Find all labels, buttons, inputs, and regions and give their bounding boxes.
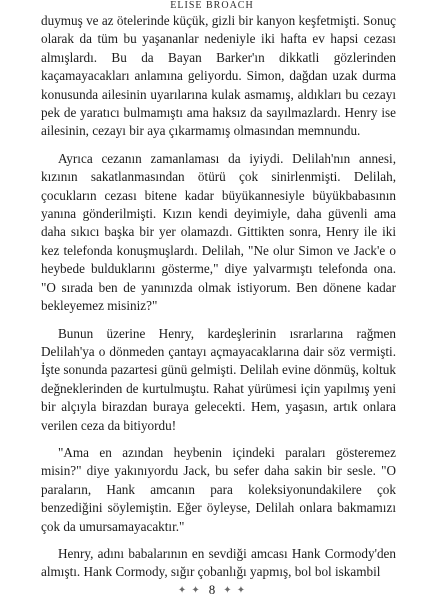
body-text [41,12,396,582]
paragraph-3: Bunun üzerine Henry, kardeşlerinin ısrarlarına rağmen Delilah'ya o dönmeden çantayı açmayacaklarına dair söz vermişti. İşte sonunda pazartesi günü gelmişti. Delilah evine dönmüş, koltuk değneklerinden de kurtulmuştu. Rahat yürümesi için yapılmış yeni bir alçıyla birazdan buraya gelecekti. Hem, yaşasın, artık onlara verilen ceza da bitiyordu! [41,325,396,433]
running-head: ELISE BROACH [170,0,254,11]
paragraph-2: Ayrıca cezanın zamanlaması da iyiydi. Delilah'nın annesi, kızının sakatlanmasından ötürü çok sinirlenmişti. Delilah, çocukların cezası bitene kadar büyükannesiyle büyükbabasının yanına gönderilmişti. Kızın kendi deyimiyle, daha güvenli ama daha sıkıcı başka bir yer olamazdı. Gittikten sonra, Henry ile iki kez telefonda konuşmuşlardı. Delilah, "Ne olur Simon ve Jack'e o heybede bulduklarını gösterme," diye yalvarmıştı telefonda ona. "O sırada ben de yanınızda olmak istiyorum. Ben dönene kadar bekleyemez misiniz?" [41,150,396,314]
ornament-right-icon: ✦ ✦ [223,584,247,596]
ornament-left-icon: ✦ ✦ [177,584,201,596]
page-number: 8 [208,582,216,597]
paragraph-5: Henry, adını babalarının en sevdiği amcası Hank Cormody'den almıştı. Hank Cormody, sığır çobanlığı yapmış, bol bol iskambil [41,545,396,580]
paragraph-4: "Ama en azından heybenin içindeki paraları gösteremez misin?" diye yakınıyordu Jack, bu sefer daha sakin bir sesle. "O paraların, Hank amcanın para koleksiyonundakilere çok benzediğini söylemiştin. Eğer öyleyse, Delilah onlara bakmamızı çok da umursamayacaktır." [41,444,396,534]
paragraph-1: duymuş ve az ötelerinde küçük, gizli bir kanyon keşfetmişti. Sonuç olarak da tüm bu yaşananlar nedeniyle iki hafta ev hapsi cezası almışlardı. Bu da Bayan Barker'ın dikkatli gözlerinden kaçamayacakları anlamına geliyordu. Simon, dağdan uzak durma konusunda ailesinin uyarılarına kulak asmamış, aldıkları bu cezayı pek de yaratıcı bulmamıştı ama haksız da sayılmazlardı. Henry ise ailesinin, cezayı bir aya çıkarmamış olmasından memnundu. [41,13,396,139]
page-footer [0,581,424,599]
